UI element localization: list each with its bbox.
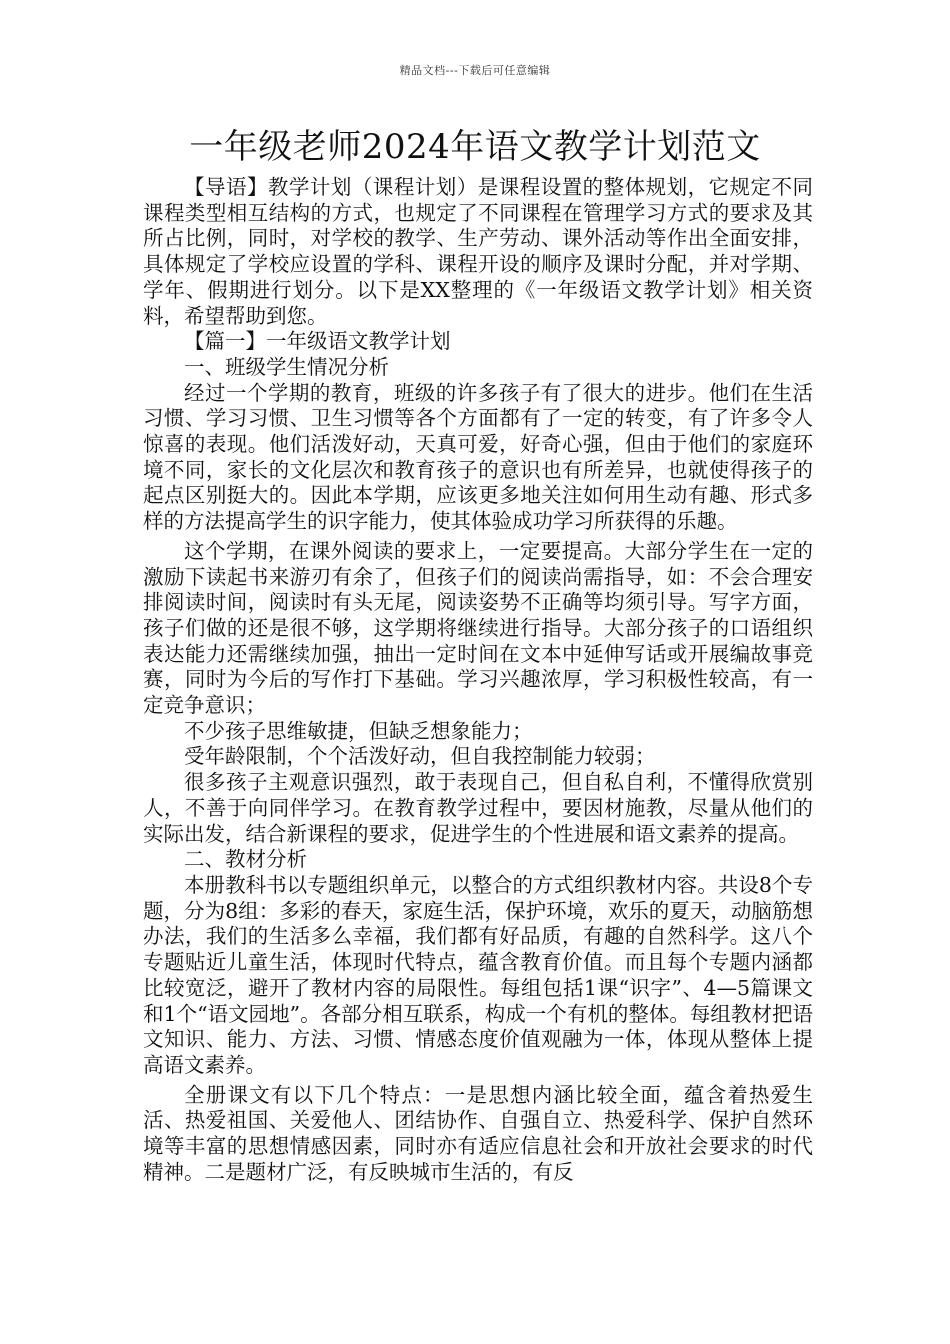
body-paragraph: 这个学期，在课外阅读的要求上，一定要提高。大部分学生在一定的激励下读起书来游刃有余了，但孩子们的阅读尚需指导，如：不会合理安排阅读时间，阅读时有头无尾，阅读姿势不正确等均须引导。写字方面，孩子们做的还是很不够，这学期将继续进行指导。大部分孩子的口语组织表达能力还需继续加强，抽出一定时间在文本中延伸写话或开展编故事竞赛，同时为今后的写作打下基础。学习兴趣浓厚，学习积极性较高，有一定竞争意识； xyxy=(143,538,813,718)
body-paragraph: 很多孩子主观意识强烈，敢于表现自己，但自私自利，不懂得欣赏别人，不善于向同伴学习。在教育教学过程中，要因材施教，尽量从他们的实际出发，结合新课程的要求，促进学生的个性进展和语文素养的提高。 xyxy=(143,770,813,846)
body-paragraph: 全册课文有以下几个特点：一是思想内涵比较全面，蕴含着热爱生活、热爱祖国、关爱他人、团结协作、自强自立、热爱科学、保护自然环境等丰富的思想情感因素，同时亦有适应信息社会和开放社会要求的时代精神。二是题材广泛，有反映城市生活的，有反 xyxy=(143,1082,813,1184)
document-body xyxy=(143,175,813,1185)
subheading-class-analysis: 一、班级学生情况分析 xyxy=(184,354,389,379)
header-note: 精品文档---下载后可任意编辑 xyxy=(399,64,551,77)
document-title: 一年级老师2024年语文教学计划范文 xyxy=(189,127,761,167)
body-paragraph: 受年龄限制，个个活泼好动，但自我控制能力较弱； xyxy=(184,744,656,769)
body-paragraph: 不少孩子思维敏捷，但缺乏想象能力； xyxy=(184,718,533,743)
section-heading-part-one: 【篇一】一年级语文教学计划 xyxy=(184,329,451,354)
body-paragraph: 经过一个学期的教育，班级的许多孩子有了很大的进步。他们在生活习惯、学习习惯、卫生习惯等各个方面都有了一定的转变，有了许多令人惊喜的表现。他们活泼好动，天真可爱，好奇心强，但由于他们的家庭环境不同，家长的文化层次和教育孩子的意识也有所差异，也就使得孩子的起点区别挺大的。因此本学期，应该更多地关注如何用生动有趣、形式多样的方法提高学生的识字能力，使其体验成功学习所获得的乐趣。 xyxy=(143,380,813,534)
subheading-textbook-analysis: 二、教材分析 xyxy=(184,847,307,872)
intro-paragraph: 【导语】教学计划（课程计划）是课程设置的整体规划，它规定不同课程类型相互结构的方式，也规定了不同课程在管理学习方式的要求及其所占比例，同时，对学校的教学、生产劳动、课外活动等作出全面安排，具体规定了学校应设置的学科、课程开设的顺序及课时分配，并对学期、学年、假期进行划分。以下是XX整理的《一年级语文教学计划》相关资料，希望帮助到您。 xyxy=(143,175,813,328)
body-paragraph: 本册教科书以专题组织单元，以整合的方式组织教材内容。共设8个专题，分为8组：多彩的春天，家庭生活，保护环境，欢乐的夏天，动脑筋想办法，我们的生活多么幸福，我们都有好品质，有趣的自然科学。这八个专题贴近儿童生活，体现时代特点，蕴含教育价值。而且每个专题内涵都比较宽泛，避开了教材内容的局限性。每组包括1课“识字”、4—5篇课文和1个“语文园地”。各部分相互联系，构成一个有机的整体。每组教材把语文知识、能力、方法、习惯、情感态度价值观融为一体，体现从整体上提高语文素养。 xyxy=(143,872,813,1077)
